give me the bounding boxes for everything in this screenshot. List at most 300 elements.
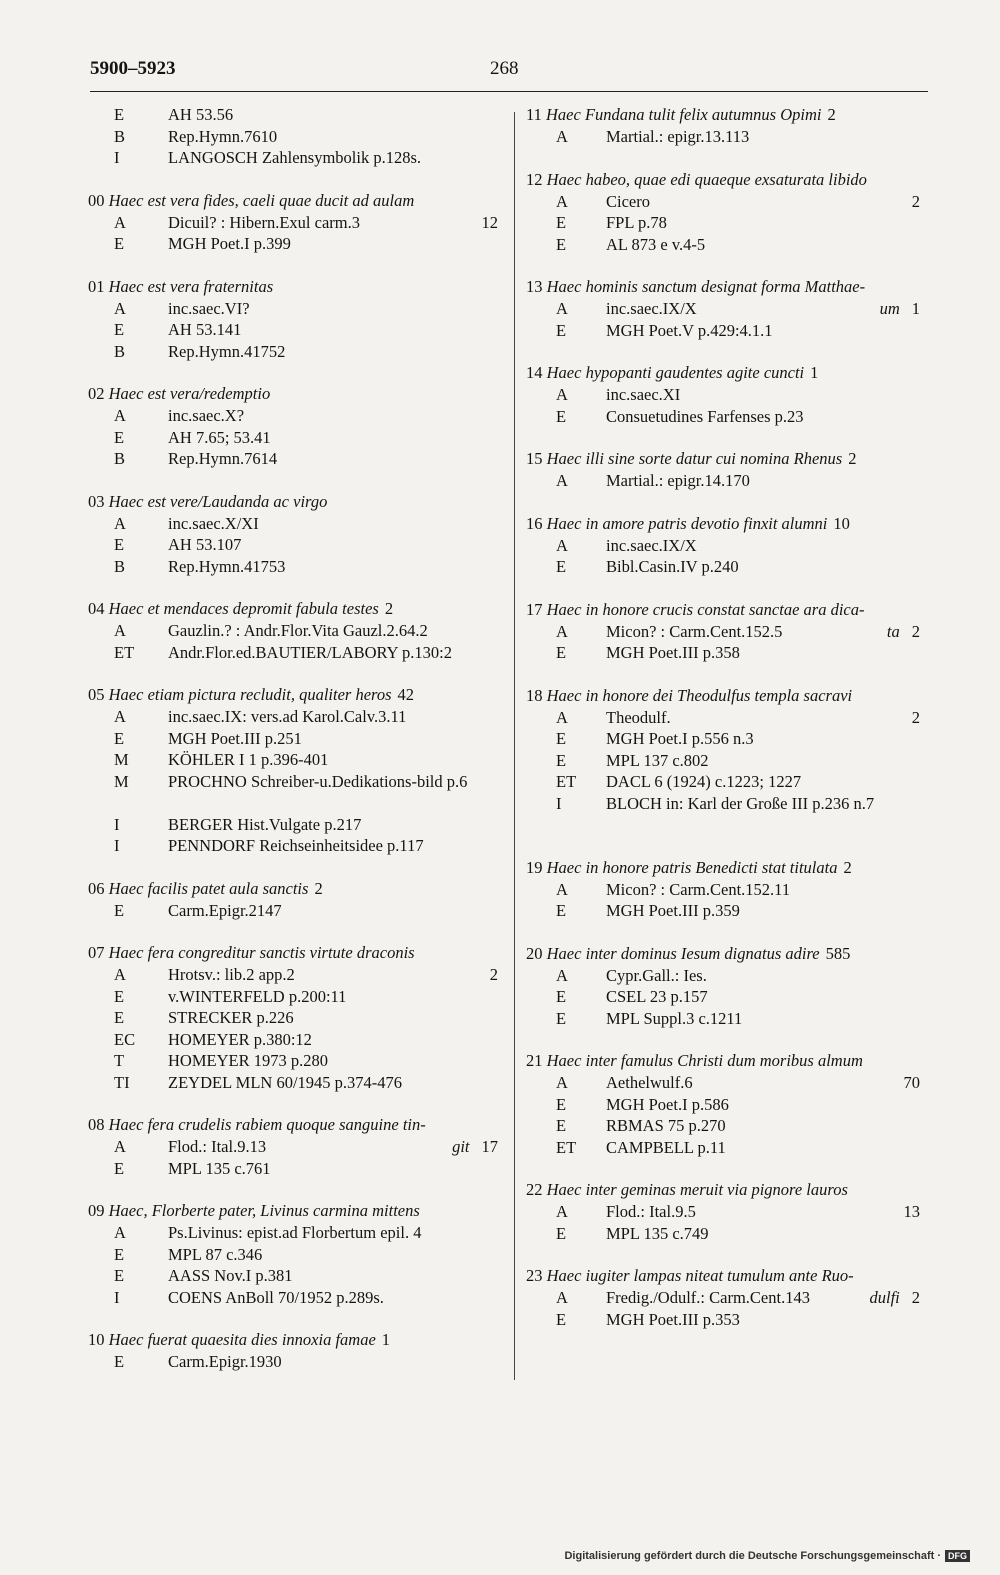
entry-number: 03 (88, 491, 105, 511)
right-column (526, 104, 930, 1351)
index-entry (526, 513, 930, 578)
source-reference: Martial.: epigr.14.170 (606, 471, 750, 490)
index-entry (88, 942, 508, 1093)
footer-text: Digitalisierung gefördert durch die Deutsche Forschungsgemeinschaft · (564, 1550, 941, 1562)
source-reference: MGH Poet.III p.353 (606, 1309, 740, 1329)
source-reference: Cypr.Gall.: Ies. (606, 965, 707, 985)
index-entry (88, 276, 508, 363)
source-reference: inc.saec.XI (606, 385, 681, 404)
source-row (526, 707, 930, 729)
source-reference: Flod.: Ital.9.13 (168, 1137, 267, 1156)
entry-heading (526, 1265, 930, 1287)
incipit-title: Haec in honore dei Theodulfus templa sacravi (546, 685, 853, 705)
verse-count: 13 (903, 1202, 920, 1221)
source-code: A (114, 1137, 126, 1156)
title-continuation: um (879, 299, 900, 318)
source-code: E (556, 1116, 567, 1135)
source-reference: AASS Nov.I p.381 (168, 1266, 293, 1285)
source-code: TI (114, 1072, 130, 1092)
index-entry (88, 383, 508, 470)
source-row (526, 1008, 930, 1030)
source-reference: MPL Suppl.3 c.1211 (606, 1008, 743, 1028)
source-row (526, 298, 930, 320)
source-reference: AH 53.56 (168, 105, 234, 124)
title-continuation: ta (886, 621, 900, 641)
source-row (526, 750, 930, 772)
page-header (90, 56, 928, 88)
line-tail (452, 1136, 498, 1158)
entry-number: 13 (526, 277, 543, 296)
entry-number: 23 (526, 1266, 543, 1285)
source-reference: MGH Poet.V p.429:4.1.1 (606, 320, 773, 340)
entry-number: 08 (88, 1115, 105, 1134)
entry-number: 15 (526, 449, 543, 468)
source-row (526, 1115, 930, 1137)
source-code: E (114, 1158, 125, 1178)
source-row (88, 298, 508, 320)
source-code: B (114, 449, 126, 468)
index-entry (526, 599, 930, 664)
source-reference: BLOCH in: Karl der Große III p.236 n.7 (606, 793, 875, 813)
source-code: E (556, 320, 567, 340)
index-entry (526, 857, 930, 922)
source-code: E (114, 105, 125, 124)
left-column (88, 104, 508, 1394)
source-row (88, 835, 508, 857)
source-row (88, 1136, 508, 1158)
entry-heading (526, 169, 930, 191)
source-code: E (114, 1244, 125, 1264)
index-entry (526, 276, 930, 341)
incipit-title: Haec in honore crucis constat sanctae ara dica- (546, 599, 865, 619)
source-code: I (114, 148, 120, 167)
source-row (526, 1309, 930, 1331)
entry-heading (526, 104, 930, 126)
source-reference: Aethelwulf.6 (606, 1073, 693, 1092)
source-row (88, 771, 508, 814)
incipit-title: Haec in honore patris Benedicti stat titulata (546, 857, 838, 877)
verse-count: 2 (843, 857, 852, 877)
source-code: A (114, 965, 126, 984)
entry-heading (526, 448, 930, 470)
incipit-title: Haec fera crudelis rabiem quoque sanguine tin- (108, 1115, 426, 1134)
source-reference: AH 53.141 (168, 320, 242, 339)
index-entry (526, 943, 930, 1030)
line-tail (892, 1072, 921, 1094)
source-reference: Carm.Epigr.1930 (168, 1352, 282, 1371)
source-code: I (114, 814, 120, 834)
source-code: A (114, 621, 126, 640)
source-row (88, 964, 508, 986)
source-row (88, 1244, 508, 1266)
source-row (526, 191, 930, 213)
source-code: E (114, 1266, 125, 1285)
index-entry (526, 169, 930, 256)
incipit-title: Haec hypopanti gaudentes agite cuncti (546, 363, 805, 382)
header-rule (90, 91, 928, 92)
entry-heading (526, 513, 930, 535)
source-reference: inc.saec.IX/X (606, 299, 697, 318)
source-code: A (114, 707, 126, 726)
title-continuation: git (452, 1137, 470, 1156)
source-code: E (556, 750, 567, 770)
incipit-title: Haec et mendaces depromit fabula testes (108, 599, 379, 618)
source-code: T (114, 1051, 125, 1070)
entry-heading (88, 383, 508, 405)
source-reference: MGH Poet.I p.556 n.3 (606, 729, 754, 748)
source-code: E (556, 643, 567, 662)
source-reference: CSEL 23 p.157 (606, 987, 708, 1006)
source-code: A (556, 385, 568, 404)
page-number: 268 (490, 58, 519, 79)
verse-count: 1 (381, 1330, 391, 1349)
source-reference: HOMEYER p.380:12 (168, 1029, 312, 1049)
line-tail (470, 212, 499, 234)
entry-number: 10 (88, 1330, 105, 1349)
line-tail (900, 707, 920, 729)
incipit-title: Haec iugiter lampas niteat tumulum ante Ruo- (546, 1266, 854, 1285)
entry-heading (526, 1050, 930, 1072)
source-code: E (114, 986, 125, 1006)
source-reference: inc.saec.IX/X (606, 535, 697, 555)
verse-count: 2 (827, 105, 836, 124)
verse-count: 2 (911, 1288, 920, 1307)
incipit-title: Haec inter geminas meruit via pignore lauros (546, 1180, 848, 1199)
entry-number: 20 (526, 943, 543, 963)
source-reference: LANGOSCH Zahlensymbolik p.128s. (168, 148, 421, 167)
source-code: A (556, 127, 568, 146)
source-row (526, 126, 930, 148)
incipit-title: Haec illi sine sorte datur cui nomina Rhenus (546, 449, 843, 468)
source-reference: Micon? : Carm.Cent.152.5 (606, 621, 783, 641)
source-reference: Rep.Hymn.7610 (168, 126, 278, 146)
source-code: A (556, 707, 568, 727)
source-reference: Consuetudines Farfenses p.23 (606, 406, 804, 426)
entry-heading (88, 1329, 508, 1351)
index-entry (88, 1200, 508, 1308)
source-row (526, 965, 930, 987)
entry-number: 07 (88, 943, 105, 962)
source-row (88, 1222, 508, 1244)
source-reference: inc.saec.IX: vers.ad Karol.Calv.3.11 (168, 707, 407, 726)
source-row (88, 534, 508, 556)
source-code: ET (556, 1137, 577, 1157)
source-code: E (114, 1008, 125, 1027)
incipit-title: Haec etiam pictura recludit, qualiter heros (108, 685, 392, 704)
source-reference: Dicuil? : Hibern.Exul carm.3 (168, 212, 360, 232)
source-row (88, 448, 508, 470)
source-row (526, 728, 930, 750)
verse-count: 2 (911, 707, 920, 727)
line-tail (892, 1201, 921, 1223)
incipit-title: Haec est vera fraternitas (108, 276, 274, 296)
source-row (88, 749, 508, 771)
source-reference: Cicero (606, 191, 650, 211)
line-tail (478, 964, 498, 986)
source-reference: AL 873 e v.4-5 (606, 234, 706, 254)
verse-count: 585 (825, 943, 851, 963)
entry-number: 01 (88, 276, 105, 296)
source-code: A (556, 191, 568, 211)
source-code: E (556, 234, 567, 254)
source-reference: MPL 87 c.346 (168, 1244, 263, 1264)
source-row (526, 1137, 930, 1159)
source-reference: AH 53.107 (168, 535, 242, 554)
line-tail (880, 298, 920, 320)
source-row (526, 556, 930, 578)
source-row (526, 470, 930, 492)
source-code: I (114, 836, 120, 855)
incipit-title: Haec inter dominus Iesum dignatus adire (546, 943, 820, 963)
source-reference: Bibl.Casin.IV p.240 (606, 557, 739, 576)
incipit-title: Haec fuerat quaesita dies innoxia famae (108, 1330, 376, 1349)
source-code: E (556, 987, 567, 1006)
title-continuation: dulfi (869, 1288, 900, 1307)
entry-heading (88, 878, 508, 900)
line-tail (900, 191, 920, 213)
verse-count: 2 (489, 965, 498, 984)
source-code: A (556, 1073, 568, 1092)
source-reference: FPL p.78 (606, 213, 667, 232)
source-row (88, 706, 508, 728)
source-code: B (114, 126, 126, 146)
verse-count: 2 (911, 621, 920, 641)
source-code: ET (114, 642, 135, 662)
source-row (526, 384, 930, 406)
source-row (88, 620, 508, 642)
index-entry (526, 1265, 930, 1330)
source-code: A (556, 879, 568, 899)
source-code: A (556, 621, 568, 641)
entry-heading (88, 1200, 508, 1222)
source-row (88, 1158, 508, 1180)
source-code: E (114, 728, 125, 748)
source-row (526, 234, 930, 256)
verse-count: 10 (833, 513, 850, 533)
source-row (88, 1351, 508, 1373)
incipit-title: Haec hominis sanctum designat forma Matthae- (546, 277, 866, 296)
index-entry (88, 598, 508, 663)
source-row (526, 771, 930, 793)
incipit-title: Haec est vere/Laudanda ac virgo (108, 491, 328, 511)
source-row (526, 535, 930, 557)
source-row (88, 728, 508, 750)
entry-heading (526, 943, 930, 965)
verse-count: 12 (481, 212, 498, 232)
index-entry (88, 1114, 508, 1179)
entry-range: 5900–5923 (90, 58, 176, 79)
source-code: E (114, 234, 125, 253)
source-row (526, 986, 930, 1008)
source-code: A (556, 535, 568, 555)
source-reference: CAMPBELL p.11 (606, 1137, 726, 1157)
source-row (526, 320, 930, 342)
source-row (88, 986, 508, 1008)
source-reference: BERGER Hist.Vulgate p.217 (168, 814, 362, 834)
source-row (526, 621, 930, 643)
source-code: A (556, 471, 568, 490)
source-reference: Hrotsv.: lib.2 app.2 (168, 965, 295, 984)
source-row (526, 1201, 930, 1223)
source-code: A (114, 1223, 126, 1242)
source-reference: KÖHLER I 1 p.396-401 (168, 750, 329, 769)
source-row (88, 556, 508, 578)
entry-number: 00 (88, 190, 105, 210)
source-row (88, 1050, 508, 1072)
source-reference: Carm.Epigr.2147 (168, 900, 282, 920)
source-row (526, 879, 930, 901)
source-row (88, 1287, 508, 1309)
source-row (88, 212, 508, 234)
source-reference: MPL 135 c.761 (168, 1158, 271, 1178)
entry-heading (526, 599, 930, 621)
entry-number: 09 (88, 1201, 105, 1220)
source-code: A (556, 299, 568, 318)
entry-number: 06 (88, 878, 105, 898)
source-reference: HOMEYER 1973 p.280 (168, 1051, 328, 1070)
source-code: A (114, 298, 126, 318)
source-row (88, 104, 508, 126)
source-reference: Gauzlin.? : Andr.Flor.Vita Gauzl.2.64.2 (168, 621, 428, 640)
source-row (526, 1094, 930, 1116)
source-reference: Rep.Hymn.41752 (168, 341, 286, 361)
source-reference: Rep.Hymn.7614 (168, 449, 278, 468)
entry-number: 18 (526, 685, 543, 705)
verse-count: 2 (314, 878, 323, 898)
source-code: A (556, 1202, 568, 1221)
source-row (88, 126, 508, 148)
source-reference: Rep.Hymn.41753 (168, 556, 286, 576)
source-code: E (114, 320, 125, 339)
index-entry (526, 1179, 930, 1244)
source-reference: inc.saec.X? (168, 406, 245, 425)
source-row (88, 642, 508, 664)
source-code: B (114, 556, 126, 576)
entry-heading (526, 1179, 930, 1201)
verse-count: 17 (481, 1137, 498, 1156)
verse-count: 42 (397, 685, 415, 704)
entry-number: 21 (526, 1051, 543, 1070)
verse-count: 1 (911, 299, 920, 318)
source-row (526, 406, 930, 428)
source-reference: Theodulf. (606, 707, 671, 727)
verse-count: 70 (903, 1073, 920, 1092)
source-row (526, 212, 930, 234)
index-entry (526, 448, 930, 492)
index-entry (88, 190, 508, 255)
source-reference: Andr.Flor.ed.BAUTIER/LABORY p.130:2 (168, 642, 453, 662)
entry-heading (88, 276, 508, 298)
source-row (526, 1072, 930, 1094)
source-code: E (556, 901, 567, 920)
source-reference: Micon? : Carm.Cent.152.11 (606, 879, 791, 899)
entry-number: 12 (526, 169, 543, 189)
source-row (88, 814, 508, 836)
source-code: A (556, 965, 568, 985)
incipit-title: Haec habeo, quae edi quaeque exsaturata libido (546, 169, 867, 189)
source-reference: MGH Poet.III p.359 (606, 901, 740, 920)
entry-number: 19 (526, 857, 543, 877)
source-code: M (114, 771, 129, 791)
entry-heading (88, 942, 508, 964)
incipit-title: Haec fera congreditur sanctis virtute draconis (108, 943, 415, 962)
source-code: I (114, 1287, 120, 1307)
source-reference: Ps.Livinus: epist.ad Florbertum epil. 4 (168, 1223, 422, 1242)
incipit-title: Haec inter famulus Christi dum moribus almum (546, 1051, 863, 1070)
source-reference: inc.saec.X/XI (168, 513, 259, 533)
source-row (88, 341, 508, 363)
source-reference: PROCHNO Schreiber-u.Dedikations-bild p.6 (168, 771, 468, 791)
source-row (88, 1007, 508, 1029)
source-code: EC (114, 1029, 136, 1049)
line-tail (869, 1287, 920, 1309)
source-reference: Flod.: Ital.9.5 (606, 1202, 696, 1221)
source-row (88, 319, 508, 341)
source-code: B (114, 341, 126, 361)
source-reference: MGH Poet.I p.586 (606, 1094, 729, 1114)
source-reference: inc.saec.VI? (168, 298, 250, 318)
source-reference: MGH Poet.III p.358 (606, 643, 740, 662)
source-row (88, 147, 508, 169)
source-code: E (556, 213, 567, 232)
source-row (88, 1029, 508, 1051)
entry-heading (88, 491, 508, 513)
source-reference: AH 7.65; 53.41 (168, 427, 271, 447)
incipit-title: Haec est vera/redemptio (108, 384, 271, 403)
index-entry (88, 1329, 508, 1373)
index-entry (526, 104, 930, 148)
entry-heading (88, 684, 508, 706)
source-row (526, 1287, 930, 1309)
index-entry (526, 1050, 930, 1158)
source-code: E (556, 1309, 567, 1329)
source-row (88, 233, 508, 255)
source-code: E (556, 1094, 567, 1114)
entry-number: 14 (526, 363, 543, 382)
entry-number: 22 (526, 1180, 543, 1199)
verse-count: 2 (848, 449, 857, 468)
source-reference: ZEYDEL MLN 60/1945 p.374-476 (168, 1072, 403, 1092)
footer-credit (564, 1550, 970, 1562)
source-reference: STRECKER p.226 (168, 1008, 294, 1027)
source-reference: MGH Poet.I p.399 (168, 234, 291, 253)
line-tail (887, 621, 920, 643)
source-reference: MPL 135 c.749 (606, 1223, 709, 1243)
index-entry (88, 104, 508, 169)
incipit-title: Haec est vera fides, caeli quae ducit ad aulam (108, 190, 415, 210)
source-code: A (556, 1288, 568, 1307)
source-reference: Fredig./Odulf.: Carm.Cent.143 (606, 1288, 810, 1307)
source-code: E (114, 427, 125, 447)
entry-number: 11 (526, 105, 542, 124)
source-code: E (556, 406, 567, 426)
entry-number: 05 (88, 685, 105, 704)
source-reference: RBMAS 75 p.270 (606, 1116, 726, 1135)
source-row (88, 900, 508, 922)
source-row (88, 1265, 508, 1287)
entry-heading (88, 598, 508, 620)
index-entry (88, 684, 508, 857)
entry-number: 16 (526, 513, 543, 533)
entry-number: 17 (526, 599, 543, 619)
source-reference: MPL 137 c.802 (606, 750, 709, 770)
entry-number: 04 (88, 599, 105, 618)
source-row (526, 900, 930, 922)
source-reference: DACL 6 (1924) c.1223; 1227 (606, 772, 802, 791)
verse-count: 2 (384, 599, 394, 618)
source-reference: PENNDORF Reichseinheitsidee p.117 (168, 836, 424, 855)
source-code: E (114, 900, 125, 920)
